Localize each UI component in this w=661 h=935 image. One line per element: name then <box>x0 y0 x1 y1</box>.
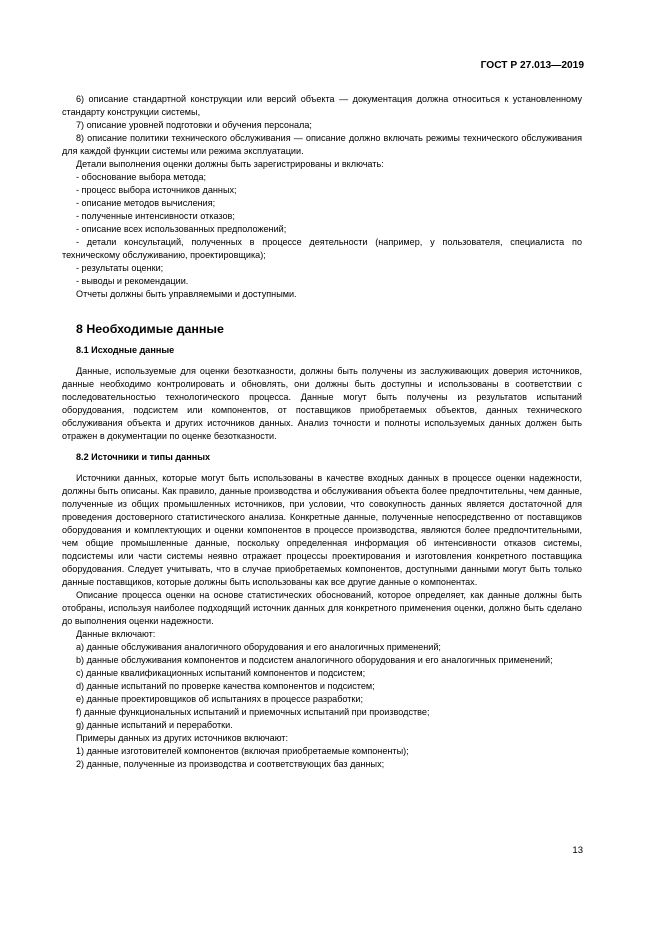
list-item: - описание методов вычисления; <box>76 198 216 208</box>
list-item: e) данные проектировщиков об испытаниях в процессе разработки; <box>76 694 364 704</box>
list-item: d) данные испытаний по проверке качества компонентов и подсистем; <box>76 681 375 691</box>
list-item: b) данные обслуживания компонентов и подсистем аналогичного оборудования и его аналогичных применений; <box>76 655 553 665</box>
section-8-heading: 8 Необходимые данные <box>76 322 224 336</box>
list-item: 2) данные, полученные из производства и соответствующих баз данных; <box>76 759 385 769</box>
examples-intro: Примеры данных из других источников включают: <box>76 733 289 743</box>
paragraph: Описание процесса оценки на основе статистических обоснований, которое определяет, как данные должны быть отобраны, используя наиболее подходящий источник данных для конкретного применения оценки, должно быть сделано до выполнения оценки надежности. <box>62 590 582 626</box>
list-item: 6) описание стандартной конструкции или версий объекта — документация должна относиться к установленному стандарту конструкции системы, <box>62 94 582 117</box>
section-8-2-heading: 8.2 Источники и типы данных <box>76 452 211 462</box>
list-item: c) данные квалификационных испытаний компонентов и подсистем; <box>76 668 366 678</box>
list-item: - обоснование выбора метода; <box>76 172 207 182</box>
section-8-1-text: Данные, используемые для оценки безотказности, должны быть получены из заслуживающих доверия источников, данные необходимо контролировать и обновлять, они должны быть доступны и использованы в соответствии с последовательностью технологического процесса. Данные могут быть получены из результатов испытаний оборудования, подсистем или компонентов, от поставщиков приобретаемых объектов, данных технического обслуживания объекта и других источников данных. Анализ точности и полноты используемых данных должен быть отражен в документации по оценке безотказности. <box>62 366 582 441</box>
list-item: 1) данные изготовителей компонентов (включая приобретаемые компоненты); <box>76 746 409 756</box>
list-item: 7) описание уровней подготовки и обучения персонала; <box>76 120 312 130</box>
paragraph: Источники данных, которые могут быть использованы в качестве входных данных в процессе оценки надежности, должны быть описаны. Как правило, данные производства и обслуживания объекта более предпочтительны, чем данные, полученные из общих промышленных источников, при условии, что совокупность данных является достаточной для проведения достоверного статистического анализа. Конкретные данные, полученные непосредственно от поставщиков оборудования и комплектующих и оценки компонентов в процессе производства, являются более предпочтительными, чем общие промышленные данные, поскольку определенная информация об интенсивности отказов системы, подсистемы или части системы неявно отражает процессы проектирования и изготовления конкретного поставщика оборудования. Следует учитывать, что в случае приобретаемых компонентов, доступными данными могут быть только данные поставщиков, которые должны быть использованы как все другие данные о компонентах. <box>62 473 582 587</box>
list-item: g) данные испытаний и переработки. <box>76 720 233 730</box>
list-item: - детали консультаций, полученных в процессе деятельности (например, у пользователя, специалиста по техническому обслуживанию, проектировщика); <box>62 237 582 260</box>
list-item: - процесс выбора источников данных; <box>76 185 237 195</box>
document-body <box>62 93 582 771</box>
reports-note: Отчеты должны быть управляемыми и доступными. <box>76 289 297 299</box>
list-item: f) данные функциональных испытаний и приемочных испытаний при производстве; <box>76 707 430 717</box>
list-item: - результаты оценки; <box>76 263 164 273</box>
section-8-1-heading: 8.1 Исходные данные <box>76 345 175 355</box>
list-item: a) данные обслуживания аналогичного оборудования и его аналогичных применений; <box>76 642 441 652</box>
list-item: - выводы и рекомендации. <box>76 276 189 286</box>
list-intro: Данные включают: <box>76 629 156 639</box>
details-intro: Детали выполнения оценки должны быть зарегистрированы и включать: <box>76 159 384 169</box>
page-number: 13 <box>572 845 583 856</box>
list-item: - полученные интенсивности отказов; <box>76 211 235 221</box>
document-header: ГОСТ Р 27.013—2019 <box>480 60 584 71</box>
list-item: 8) описание политики технического обслуживания — описание должно включать режимы технического обслуживания для каждой функции системы или режима эксплуатации. <box>62 133 582 156</box>
list-item: - описание всех использованных предположений; <box>76 224 287 234</box>
